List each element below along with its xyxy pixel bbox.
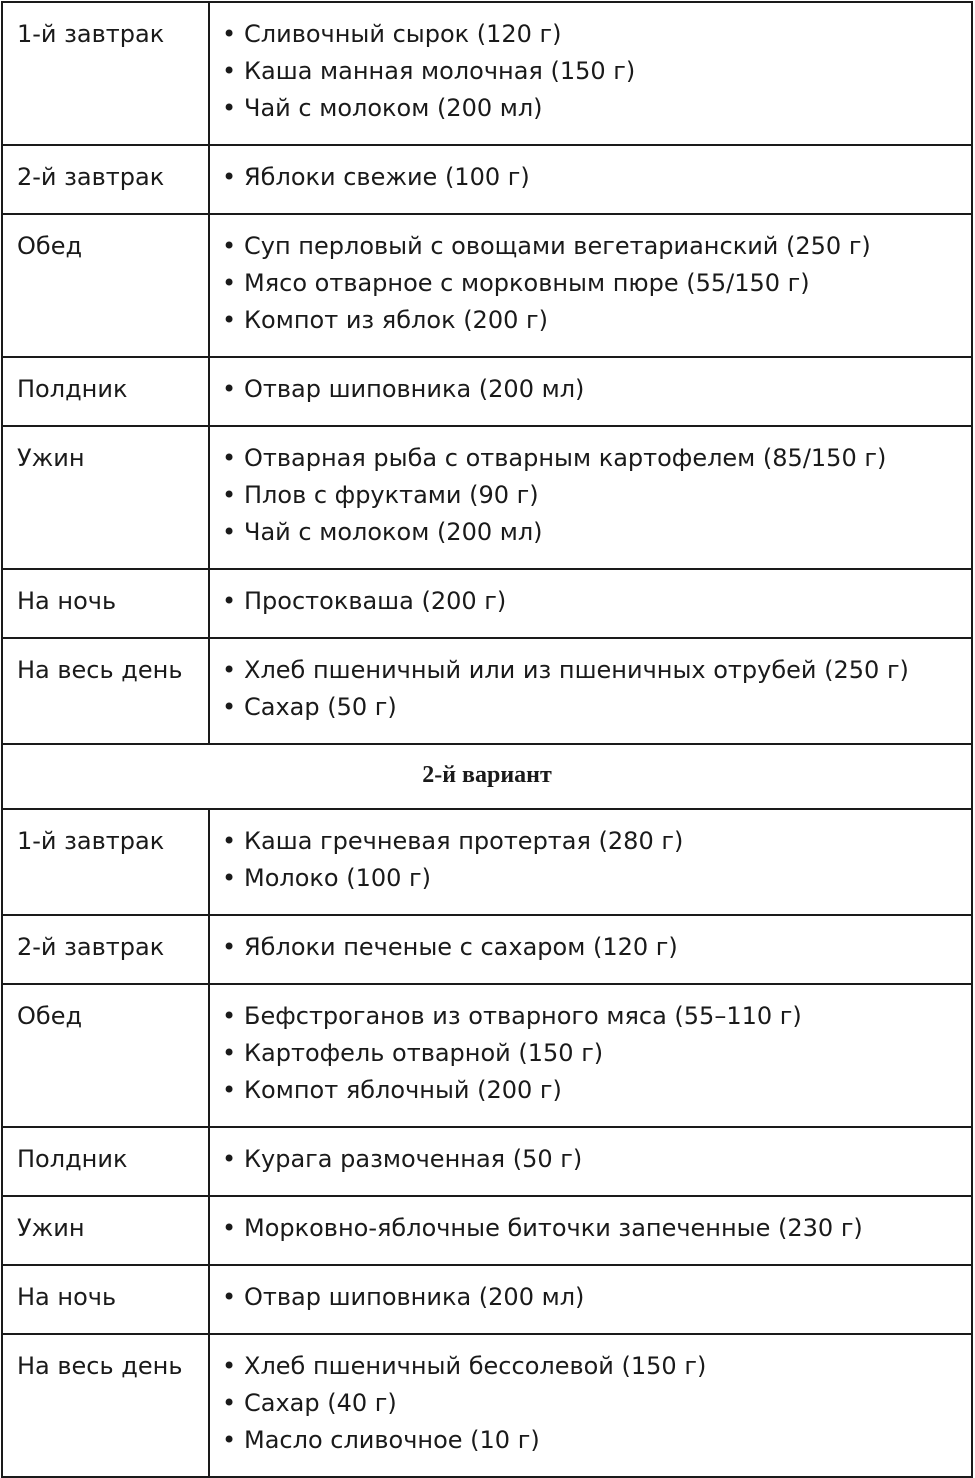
list-item: • Хлеб пшеничный или из пшеничных отрубей (250 г) xyxy=(220,652,971,689)
dishes-cell xyxy=(209,1265,972,1334)
list-item: • Отвар шиповника (200 мл) xyxy=(220,371,971,408)
dish-list xyxy=(220,16,971,127)
meal-cell: Обед xyxy=(2,984,209,1127)
list-item: • Хлеб пшеничный бессолевой (150 г) xyxy=(220,1348,971,1385)
dishes-cell xyxy=(209,915,972,984)
dishes-cell xyxy=(209,214,972,357)
meal-cell: Ужин xyxy=(2,1196,209,1265)
meal-cell: Ужин xyxy=(2,426,209,569)
table-row xyxy=(2,915,972,984)
meal-cell: На весь день xyxy=(2,1334,209,1477)
dish-list xyxy=(220,1348,971,1459)
table-row xyxy=(2,1196,972,1265)
dishes-cell xyxy=(209,1334,972,1477)
dish-list xyxy=(220,371,971,408)
dishes-cell xyxy=(209,426,972,569)
table-row xyxy=(2,426,972,569)
list-item: • Отвар шиповника (200 мл) xyxy=(220,1279,971,1316)
meal-cell: На ночь xyxy=(2,1265,209,1334)
dish-list xyxy=(220,228,971,339)
table-row xyxy=(2,145,972,214)
dishes-cell xyxy=(209,1196,972,1265)
meal-cell: На ночь xyxy=(2,569,209,638)
dishes-cell xyxy=(209,2,972,145)
dish-list xyxy=(220,929,971,966)
dishes-cell xyxy=(209,145,972,214)
dishes-cell xyxy=(209,1127,972,1196)
list-item: • Яблоки печеные с сахаром (120 г) xyxy=(220,929,971,966)
table-row xyxy=(2,1127,972,1196)
list-item: • Масло сливочное (10 г) xyxy=(220,1422,971,1459)
table-row xyxy=(2,569,972,638)
table-row xyxy=(2,984,972,1127)
dishes-cell xyxy=(209,809,972,915)
variant-header-row xyxy=(2,744,972,809)
list-item: • Чай с молоком (200 мл) xyxy=(220,90,971,127)
dishes-cell xyxy=(209,638,972,744)
table-row xyxy=(2,1334,972,1477)
dish-list xyxy=(220,440,971,551)
list-item: • Компот яблочный (200 г) xyxy=(220,1072,971,1109)
meal-cell: 2-й завтрак xyxy=(2,145,209,214)
dish-list xyxy=(220,1279,971,1316)
table-row xyxy=(2,809,972,915)
list-item: • Молоко (100 г) xyxy=(220,860,971,897)
meal-cell: Обед xyxy=(2,214,209,357)
list-item: • Яблоки свежие (100 г) xyxy=(220,159,971,196)
list-item: • Курага размоченная (50 г) xyxy=(220,1141,971,1178)
dish-list xyxy=(220,652,971,726)
dish-list xyxy=(220,159,971,196)
dish-list xyxy=(220,823,971,897)
list-item: • Мясо отварное с морковным пюре (55/150 г) xyxy=(220,265,971,302)
list-item: • Каша гречневая протертая (280 г) xyxy=(220,823,971,860)
meal-cell: 1-й завтрак xyxy=(2,809,209,915)
list-item: • Чай с молоком (200 мл) xyxy=(220,514,971,551)
dishes-cell xyxy=(209,984,972,1127)
table-row xyxy=(2,1265,972,1334)
list-item: • Плов с фруктами (90 г) xyxy=(220,477,971,514)
table-row xyxy=(2,638,972,744)
table-row xyxy=(2,357,972,426)
list-item: • Сахар (40 г) xyxy=(220,1385,971,1422)
dish-list xyxy=(220,1210,971,1247)
list-item: • Картофель отварной (150 г) xyxy=(220,1035,971,1072)
table-row xyxy=(2,2,972,145)
list-item: • Отварная рыба с отварным картофелем (85/150 г) xyxy=(220,440,971,477)
meal-cell: 2-й завтрак xyxy=(2,915,209,984)
meal-cell: На весь день xyxy=(2,638,209,744)
dish-list xyxy=(220,1141,971,1178)
dishes-cell xyxy=(209,569,972,638)
dishes-cell xyxy=(209,357,972,426)
meal-cell: Полдник xyxy=(2,1127,209,1196)
list-item: • Сливочный сырок (120 г) xyxy=(220,16,971,53)
list-item: • Каша манная молочная (150 г) xyxy=(220,53,971,90)
list-item: • Компот из яблок (200 г) xyxy=(220,302,971,339)
variant-title: 2-й вариант xyxy=(2,744,972,809)
list-item: • Сахар (50 г) xyxy=(220,689,971,726)
table-row xyxy=(2,214,972,357)
list-item: • Суп перловый с овощами вегетарианский (250 г) xyxy=(220,228,971,265)
diet-menu-table xyxy=(1,1,973,1478)
meal-cell: 1-й завтрак xyxy=(2,2,209,145)
meal-cell: Полдник xyxy=(2,357,209,426)
list-item: • Морковно-яблочные биточки запеченные (230 г) xyxy=(220,1210,971,1247)
list-item: • Бефстроганов из отварного мяса (55–110 г) xyxy=(220,998,971,1035)
list-item: • Простокваша (200 г) xyxy=(220,583,971,620)
dish-list xyxy=(220,998,971,1109)
dish-list xyxy=(220,583,971,620)
